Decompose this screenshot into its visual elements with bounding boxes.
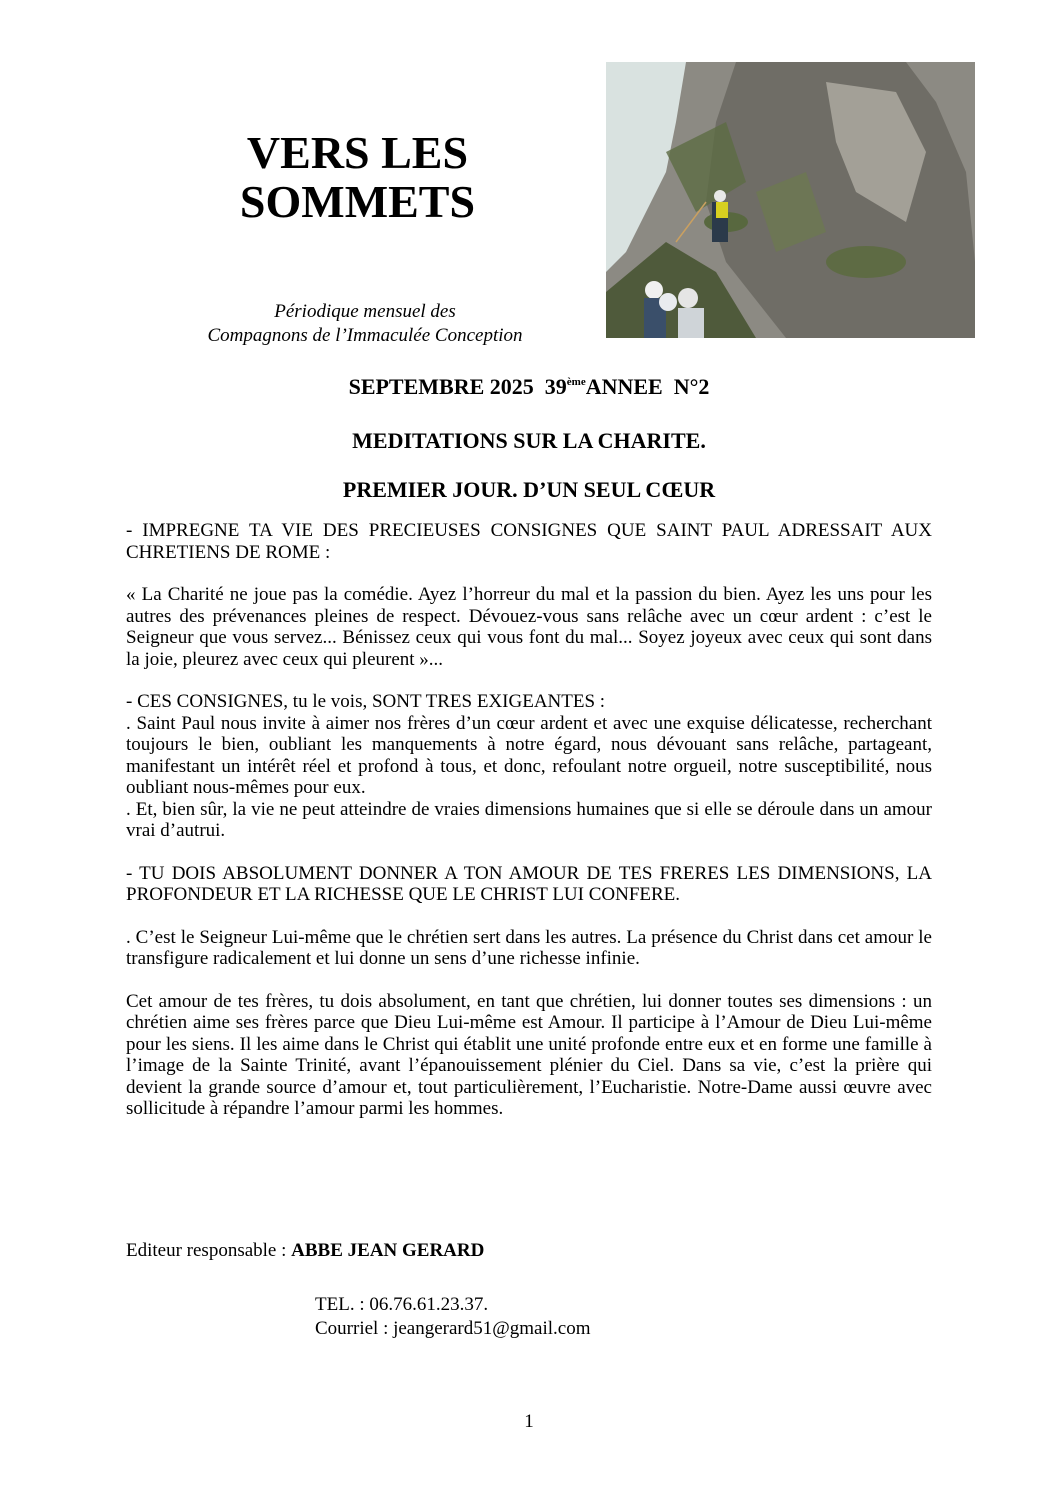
editor-label: Editeur responsable : — [126, 1240, 292, 1261]
main-heading: MEDITATIONS SUR LA CHARITE. — [352, 428, 706, 453]
issue-line — [0, 374, 1058, 400]
paragraph-2: « La Charité ne joue pas la comédie. Ayez l’horreur du mal et la passion du bien. Ayez les uns pour les autres des prévenances pleines de respect. Dévouez-vous sans relâche avec un cœur ardent : c’est le Seigneur que vous servez... Bénissez ceux qui vous font du mal... Soyez joyeux avec ceux qui sont dans la joie, pleurez avec ceux qui pleurent »... — [126, 584, 932, 670]
title-line-2: SOMMETS — [239, 176, 476, 227]
newsletter-title — [205, 128, 510, 226]
paragraph-1: - IMPREGNE TA VIE DES PRECIEUSES CONSIGNES QUE SAINT PAUL ADRESSAIT AUX CHRETIENS DE ROME : — [126, 520, 932, 563]
paragraph-3a: - CES CONSIGNES, tu le vois, SONT TRES EXIGEANTES : — [126, 691, 606, 712]
email-address: Courriel : jeangerard51@gmail.com — [315, 1318, 591, 1339]
sub-heading: PREMIER JOUR. D’UN SEUL CŒUR — [342, 477, 716, 502]
contact-block — [315, 1293, 591, 1341]
article-body — [126, 520, 932, 1141]
subtitle-line-1: Périodique mensuel des — [274, 301, 456, 322]
rock-climbing-image — [606, 62, 975, 338]
paragraph-3b: . Saint Paul nous invite à aimer nos frères d’un cœur ardent et avec une exquise délicatesse, recherchant toujours le bien, oubliant les manquements à notre égard, nous dévouant sans relâche, partageant, manifestant un intérêt réel et profond à tous, et donc, refoulant notre orgueil, notre susceptibilité, nous oubliant nous-mêmes pour eux. — [126, 712, 932, 798]
title-line-1: VERS LES — [246, 127, 469, 178]
issue-year-number: 39 — [544, 374, 567, 399]
subtitle-line-2: Compagnons de l’Immaculée Conception — [207, 325, 523, 346]
issue-number: N°2 — [673, 374, 710, 399]
issue-date: SEPTEMBRE 2025 — [348, 374, 534, 399]
paragraph-4: - TU DOIS ABSOLUMENT DONNER A TON AMOUR DE TES FRERES LES DIMENSIONS, LA PROFONDEUR ET LA RICHESSE QUE LE CHRIST LUI CONFERE. — [126, 862, 932, 905]
issue-year-word: ANNEE — [585, 374, 663, 399]
editor-line — [126, 1240, 484, 1262]
paragraph-6: Cet amour de tes frères, tu dois absolument, en tant que chrétien, lui donner toutes ses dimensions : un chrétien aime ses frères parce que Dieu Lui-même est Amour. Il participe à l’Amour de Dieu Lui-même pour les siens. Il les aime dans le Christ qui établit une unité profonde entre eux et en forme une famille à l’image de la Sainte Trinité, avant l’épanouissement plénier du Ciel. Dans sa vie, c’est la prière qui devient la grande source d’amour et, tout particulièrement, l’Eucharistie. Notre-Dame aussi œuvre avec sollicitude à répandre l’amour parmi les hommes. — [126, 990, 932, 1119]
editor-name: ABBE JEAN GERARD — [291, 1240, 485, 1261]
issue-year-superscript: ème — [566, 376, 586, 388]
paragraph-5: . C’est le Seigneur Lui-même que le chrétien sert dans les autres. La présence du Christ dans cet amour le transfigure radicalement et lui donne un sens d’une richesse infinie. — [126, 926, 932, 969]
newsletter-subtitle — [170, 300, 560, 348]
phone-number: TEL. : 06.76.61.23.37. — [315, 1294, 489, 1315]
paragraph-3c: . Et, bien sûr, la vie ne peut atteindre de vraies dimensions humaines que si elle se déroule dans un amour vrai d’autrui. — [126, 798, 932, 841]
climbers-photo — [606, 62, 975, 338]
page-number: 1 — [524, 1411, 534, 1432]
